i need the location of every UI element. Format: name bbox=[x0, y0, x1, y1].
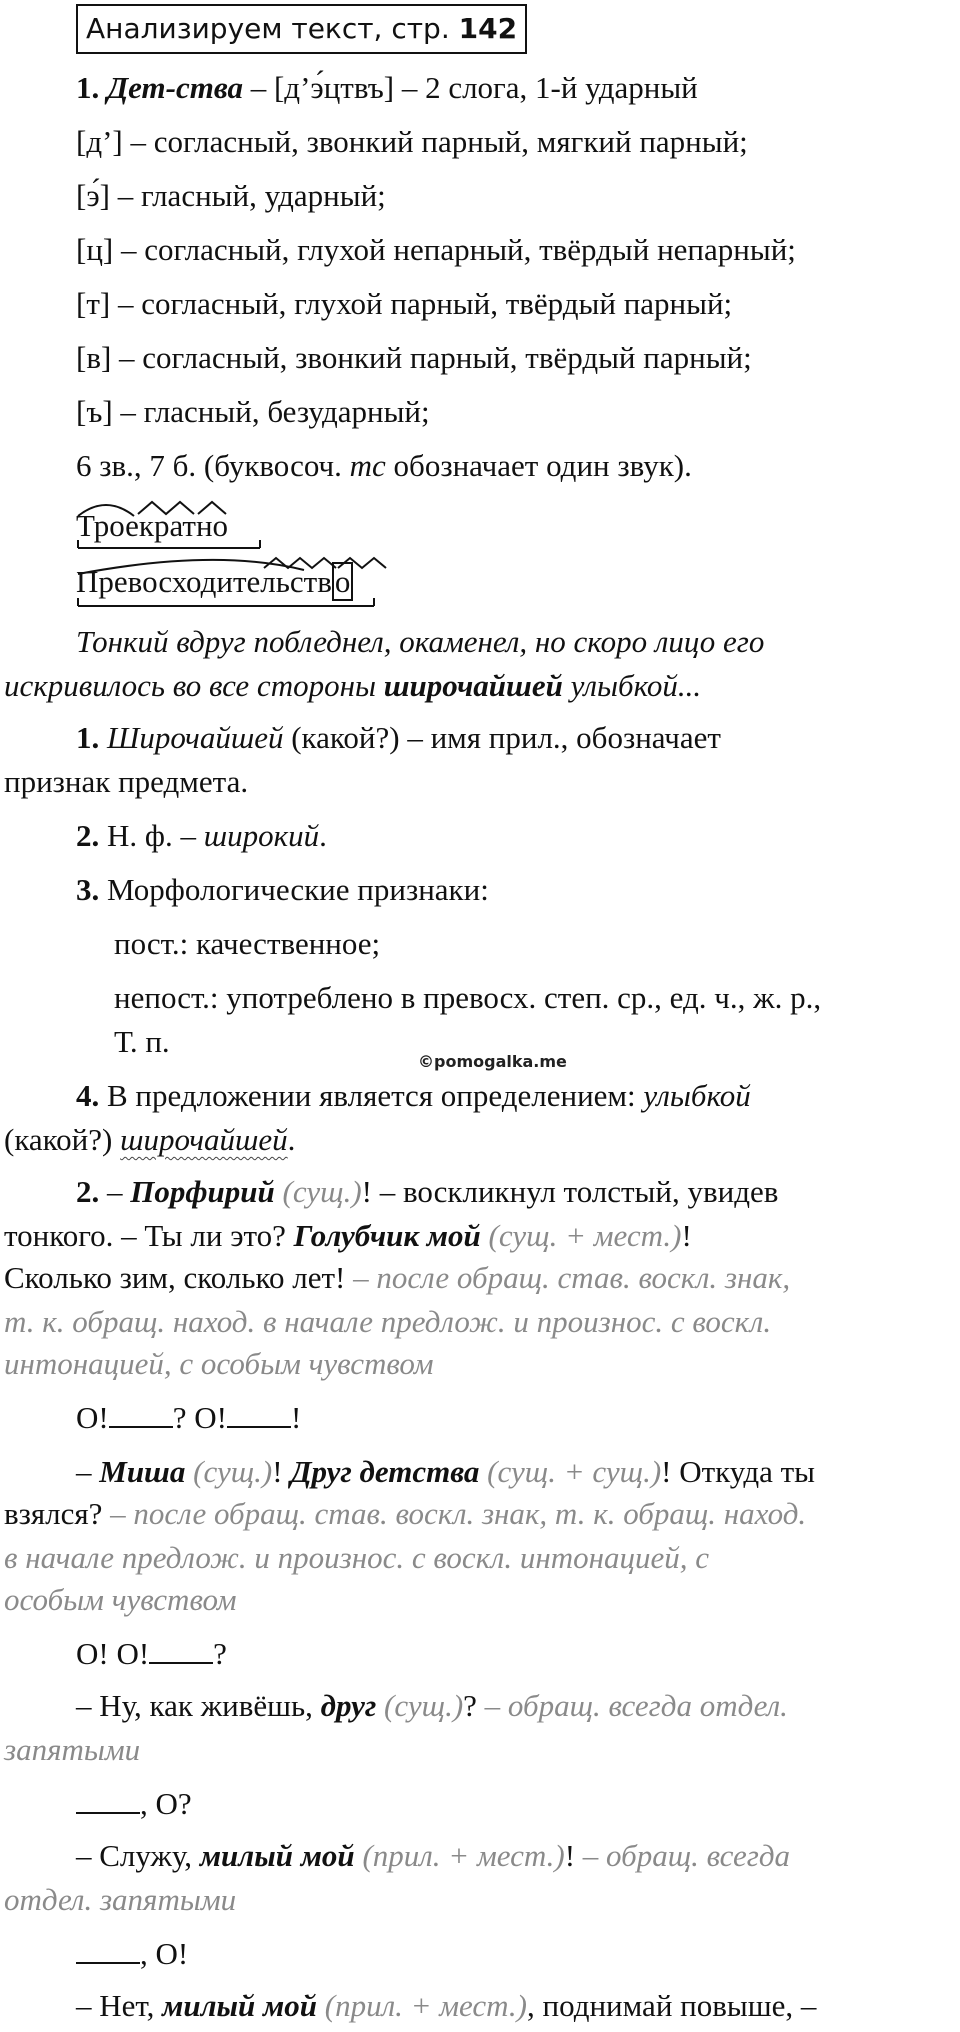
dialog-comment: интонацией, с особым чувством bbox=[4, 1346, 434, 1381]
dialog-comment: отдел. запятыми bbox=[4, 1882, 237, 1917]
phonetic-summary: 6 зв., 7 б. (буквосоч. тс обозначает один звук). bbox=[76, 448, 692, 483]
scheme-blank bbox=[76, 1786, 140, 1814]
analysis-line: непост.: употреблено в превосх. степ. ср., ед. ч., ж. р., bbox=[114, 980, 822, 1015]
analyzed-word: Дет-ства bbox=[107, 70, 243, 105]
dialog-line: – Миша (сущ.)! Друг детства (сущ. + сущ.)! Откуда ты bbox=[76, 1454, 815, 1489]
title-page-number: 142 bbox=[458, 12, 518, 45]
dialog-line: взялся? – после обращ. став. воскл. знак, т. к. обращ. наход. bbox=[4, 1496, 807, 1531]
sound-line: [д’] – согласный, звонкий парный, мягкий парный; bbox=[76, 124, 748, 159]
quote-line: искривилось во все стороны широчайшей улыбкой... bbox=[4, 668, 702, 703]
morpheme-word-2: Превосходительство bbox=[76, 552, 406, 610]
analysis-point-3: 3. Морфологические признаки: bbox=[76, 872, 489, 907]
scheme-blank bbox=[227, 1400, 291, 1428]
analysis-point-1: 1. Широчайшей (какой?) – имя прил., обозначает bbox=[76, 720, 721, 755]
analysis-line: Т. п. bbox=[114, 1024, 170, 1059]
analysis-point-4: 4. В предложении является определением: улыбкой bbox=[76, 1078, 751, 1113]
analysis-point-2: 2. Н. ф. – широкий. bbox=[76, 818, 327, 853]
phonetic-header: 1. Дет-ства – [д’э́цтвъ] – 2 слога, 1-й ударный bbox=[76, 70, 698, 105]
dialog-comment: особым чувством bbox=[4, 1582, 237, 1617]
ending-box: о bbox=[332, 562, 354, 601]
dialog-comment: т. к. обращ. наход. в начале предлож. и произнос. с воскл. bbox=[4, 1304, 772, 1339]
dialog-line: тонкого. – Ты ли это? Голубчик мой (сущ. + мест.)! bbox=[4, 1218, 692, 1253]
analysis-line: признак предмета. bbox=[4, 764, 249, 799]
dialog-line: – Служу, милый мой (прил. + мест.)! – обращ. всегда bbox=[76, 1838, 791, 1873]
punctuation-scheme: , О? bbox=[76, 1784, 192, 1824]
quote-line: Тонкий вдруг побледнел, окаменел, но скоро лицо его bbox=[76, 624, 765, 659]
scheme-blank bbox=[149, 1636, 213, 1664]
sound-line: [т] – согласный, глухой парный, твёрдый парный; bbox=[76, 286, 733, 321]
sound-line: [в] – согласный, звонкий парный, твёрдый парный; bbox=[76, 340, 752, 375]
punctuation-scheme: , О! bbox=[76, 1934, 188, 1974]
morpheme-word-1: Троекратно bbox=[76, 496, 266, 552]
dialog-line: – Ну, как живёшь, друг (сущ.)? – обращ. всегда отдел. bbox=[76, 1688, 788, 1723]
scheme-blank bbox=[76, 1936, 140, 1964]
dialog-line: Сколько зим, сколько лет! – после обращ. став. воскл. знак, bbox=[4, 1260, 791, 1295]
title-text: Анализируем текст, стр. bbox=[86, 12, 450, 45]
scheme-blank bbox=[109, 1400, 173, 1428]
sound-line: [ц] – согласный, глухой непарный, твёрдый непарный; bbox=[76, 232, 796, 267]
watermark: ©pomogalka.me bbox=[418, 1052, 567, 1071]
dialog-comment: запятыми bbox=[4, 1732, 141, 1767]
dialog-line: 2. – Порфирий (сущ.)! – воскликнул толстый, увидев bbox=[76, 1174, 779, 1209]
dialog-line: – Нет, милый мой (прил. + мест.), поднимай повыше, – bbox=[76, 1988, 817, 2023]
analysis-line: (какой?) широчайшей. bbox=[4, 1122, 296, 1157]
punctuation-scheme: О! О! ? bbox=[76, 1636, 227, 1671]
dialog-comment: в начале предлож. и произнос. с воскл. интонацией, с bbox=[4, 1540, 709, 1575]
punctuation-scheme: О! ? О! ! bbox=[76, 1400, 302, 1435]
sound-line: [э́] – гласный, ударный; bbox=[76, 178, 386, 213]
analysis-line: пост.: качественное; bbox=[114, 926, 381, 961]
section-title bbox=[76, 4, 527, 54]
sound-line: [ъ] – гласный, безударный; bbox=[76, 394, 430, 429]
